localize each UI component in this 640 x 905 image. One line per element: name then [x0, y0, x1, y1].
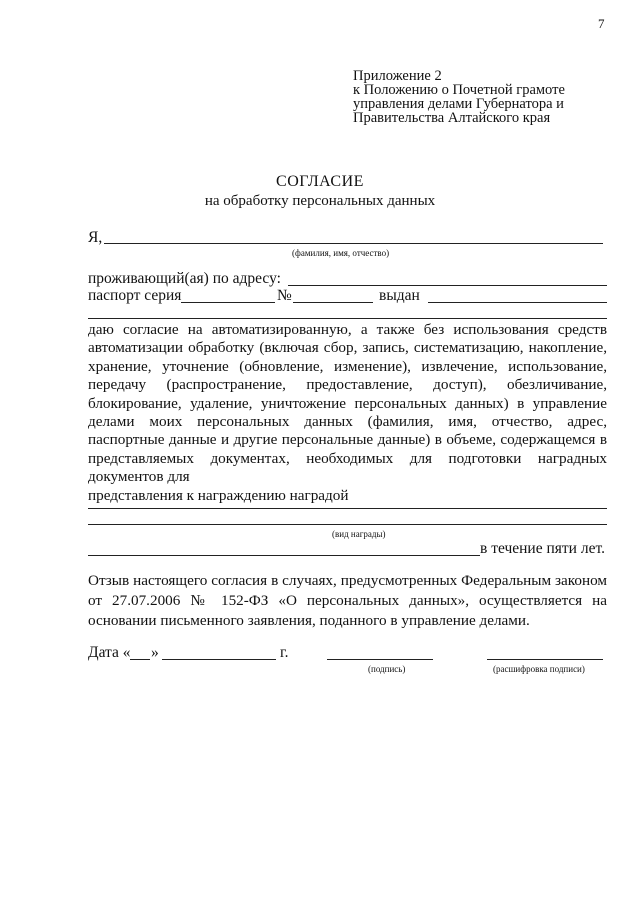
date-label-open: Дата « [88, 644, 131, 661]
signature-field[interactable] [327, 659, 433, 660]
appendix-line: Приложение 2 [353, 68, 442, 84]
document-title: СОГЛАСИЕ [276, 173, 364, 190]
year-suffix: г. [280, 644, 289, 661]
page-number: 7 [598, 16, 605, 31]
i-label: Я, [88, 229, 103, 246]
appendix-line: к Положению о Почетной грамоте [353, 82, 565, 98]
issued-field[interactable] [428, 302, 607, 303]
passport-series-field[interactable] [181, 302, 275, 303]
date-day-field[interactable] [130, 659, 150, 660]
award-field-line-2[interactable] [88, 524, 607, 525]
signature-decode-caption: (расшифровка подписи) [493, 664, 585, 674]
passport-number-label: № [277, 287, 292, 304]
issued-label: выдан [379, 287, 420, 304]
issued-field-continuation[interactable] [88, 318, 607, 319]
passport-number-field[interactable] [293, 302, 373, 303]
revoke-paragraph: Отзыв настоящего согласия в случаях, предусмотренных Федеральным законом от 27.07.2006 № 152-ФЗ «О персональных данных», осуществляется на основании письменного заявления, поданного в управление делами. [88, 572, 607, 629]
signature-decode-field[interactable] [487, 659, 603, 660]
date-month-year-field[interactable] [162, 659, 276, 660]
appendix-line: управления делами Губернатора и [353, 96, 564, 112]
address-field[interactable] [288, 285, 607, 286]
address-label: проживающий(ая) по адресу: [88, 270, 281, 287]
fio-field[interactable] [104, 243, 603, 244]
award-caption: (вид награды) [332, 529, 386, 539]
consent-paragraph [88, 321, 607, 505]
signature-caption: (подпись) [368, 664, 406, 674]
term-text: в течение пяти лет. [480, 540, 605, 557]
document-subtitle: на обработку персональных данных [204, 193, 436, 209]
passport-series-label: паспорт серия [88, 287, 182, 304]
award-field-line-1[interactable] [88, 508, 607, 509]
award-field-line-3[interactable] [88, 555, 480, 556]
consent-text: даю согласие на автоматизированную, а также без использования средств автоматизации обработку (включая сбор, запись, систематизацию, накопление, хранение, уточнение (обновление, изменение), извлечение, использование, передачу (распространение, предоставление, доступ), обезличивание, блокирование, удаление, уничтожение персональных данных) в управление делами моих персональных данных (фамилия, имя, отчество, адрес, паспортные данные и другие персональные данные) в объеме, содержащемся в представляемых документах, необходимых для подготовки наградных документов для [88, 321, 607, 486]
appendix-line: Правительства Алтайского края [353, 110, 551, 126]
fio-caption: (фамилия, имя, отчество) [292, 248, 390, 258]
appendix-block [353, 69, 623, 125]
date-label-close: » [151, 644, 159, 661]
consent-text-last: представления к награждению наградой [88, 486, 349, 504]
